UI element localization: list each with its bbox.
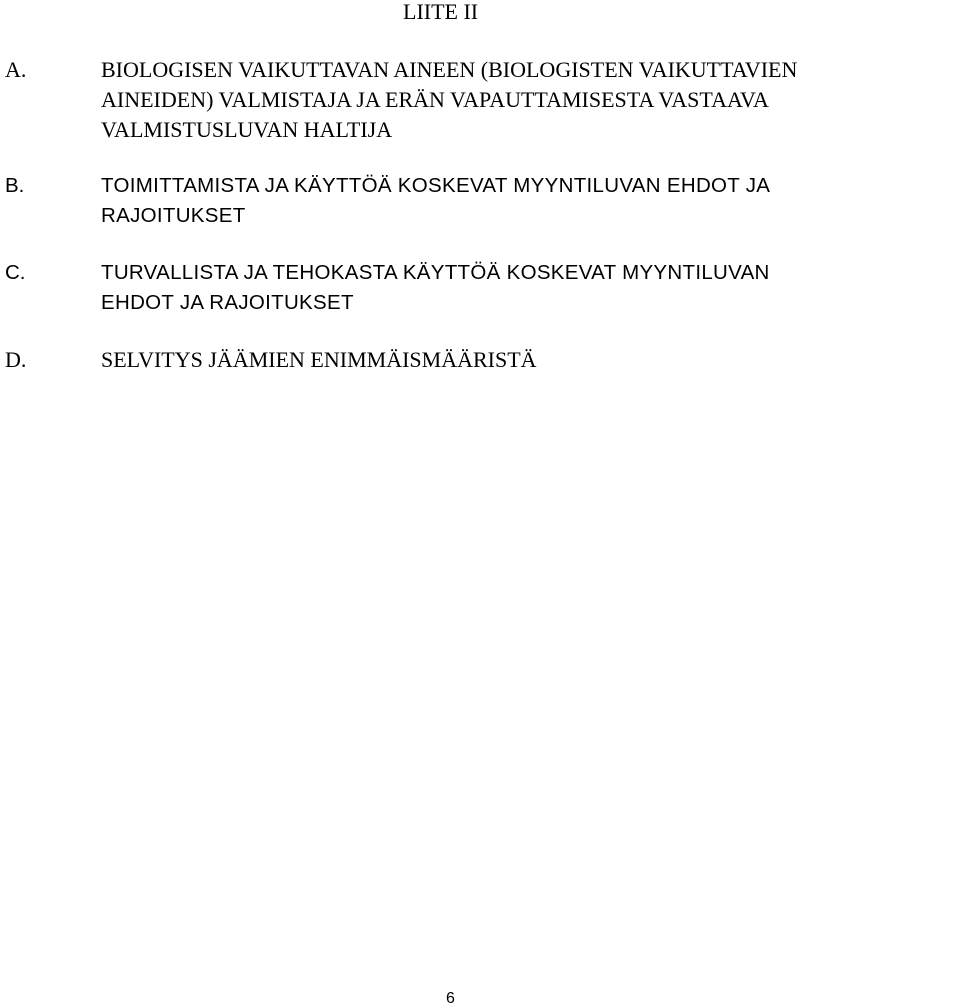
annex-title: LIITE II [403,0,479,24]
section-heading: TURVALLISTA JA TEHOKASTA KÄYTTÖÄ KOSKEVAT MYYNTILUVAN EHDOT JA RAJOITUKSET [101,261,770,314]
section-letter: C. [5,261,26,284]
section-letter: B. [5,174,25,197]
section-letter: D. [5,347,27,372]
section-letter: A. [5,57,27,82]
section-heading: TOIMITTAMISTA JA KÄYTTÖÄ KOSKEVAT MYYNTILUVAN EHDOT JA RAJOITUKSET [101,174,771,227]
section-heading: BIOLOGISEN VAIKUTTAVAN AINEEN (BIOLOGISTEN VAIKUTTAVIEN AINEIDEN) VALMISTAJA JA ERÄN VAPAUTTAMISESTA VASTAAVA VALMISTUSLUVAN HALTIJA [101,57,798,142]
section-heading: SELVITYS JÄÄMIEN ENIMMÄISMÄÄRISTÄ [101,347,537,372]
page-number: 6 [446,990,455,1007]
